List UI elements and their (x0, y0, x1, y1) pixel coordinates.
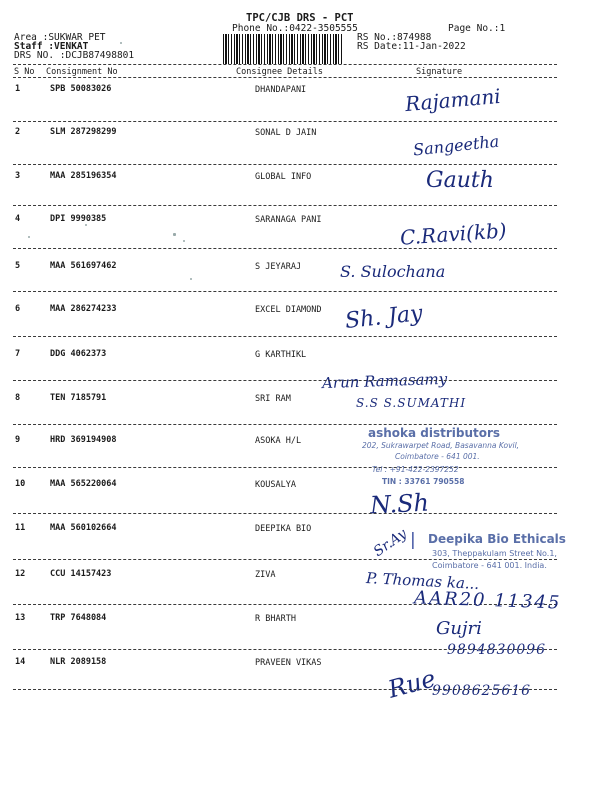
row-signature: P. Thomas ka... (365, 569, 480, 593)
row-consignee: ZIVA (255, 570, 276, 580)
row-consignee: SRI RAM (255, 394, 291, 404)
row-sno: 11 (15, 523, 26, 533)
row-consignee: S JEYARAJ (255, 262, 302, 272)
row-consignee: DEEPIKA BIO (255, 524, 312, 534)
page-number: Page No.:1 (448, 23, 506, 34)
row-divider (13, 689, 557, 690)
area-label: Area :SUKWAR PET (14, 32, 106, 43)
row-divider (13, 121, 557, 122)
row-divider (13, 649, 557, 650)
scan-speck (85, 224, 87, 226)
row-consignment: TEN 7185791 (50, 393, 107, 403)
row-consignment: SLM 287298299 (50, 127, 117, 137)
stamp-city: Coimbatore - 641 001. India. (432, 561, 547, 570)
row-signature: Rajamani (404, 83, 502, 117)
row-divider (13, 205, 557, 206)
row-divider (13, 559, 557, 560)
stamp-address: 202, Sukrawarpet Road, Basavanna Kovil, (362, 441, 520, 450)
row-consignee: KOUSALYA (255, 480, 296, 490)
row-consignee: EXCEL DIAMOND (255, 305, 322, 315)
row-signature: C.Ravi(kb) (399, 218, 508, 250)
stamp-city: Coimbatore - 641 001. (395, 452, 480, 461)
row-sno: 2 (15, 127, 21, 137)
row-consignment: HRD 369194908 (50, 435, 117, 445)
row-divider (13, 380, 557, 381)
row-sno: 6 (15, 304, 21, 314)
row-consignment: MAA 286274233 (50, 304, 117, 314)
row-sno: 7 (15, 349, 21, 359)
row-sno: 10 (15, 479, 26, 489)
scan-speck (28, 236, 30, 238)
row-consignment: MAA 561697462 (50, 261, 117, 271)
row-signature: Sangeetha (412, 131, 501, 160)
drs-number: DRS NO. :DCJB87498801 (14, 50, 135, 61)
stamp-bracket: | (410, 530, 416, 550)
col-signature: Signature (416, 67, 463, 77)
row-consignment: MAA 285196354 (50, 171, 117, 181)
row-consignment: NLR 2089158 (50, 657, 107, 667)
row-sno: 1 (15, 84, 21, 94)
row-consignment: TRP 7648084 (50, 613, 107, 623)
row-divider (13, 248, 557, 249)
row-signature: Sr.Ay (370, 525, 410, 561)
row-sno: 8 (15, 393, 21, 403)
row-signature: S.S S.SUMATHI (356, 396, 467, 410)
row-signature: Arun Ramasamy (321, 369, 448, 393)
scan-speck (120, 42, 122, 44)
row-consignee: SONAL D JAIN (255, 128, 317, 138)
row-consignee: R BHARTH (255, 614, 296, 624)
header-separator-bottom (13, 77, 557, 78)
stamp-address: 303, Theppakulam Street No.1, (432, 549, 557, 558)
row-consignee: SARANAGA PANI (255, 215, 322, 225)
row-consignee: GLOBAL INFO (255, 172, 312, 182)
row-sno: 3 (15, 171, 21, 181)
col-consignee: Consignee Details (236, 67, 323, 77)
row-consignee: ASOKA H/L (255, 436, 302, 446)
row-consignment: SPB 50083026 (50, 84, 112, 94)
scan-speck (190, 278, 192, 280)
handwritten-phone: 9908625616 (432, 683, 532, 699)
row-consignment: CCU 14157423 (50, 569, 112, 579)
stamp-tin: TIN : 33761 790558 (382, 477, 465, 486)
stamp-company-name: Deepika Bio Ethicals (428, 532, 566, 546)
row-signature-scribble: Rue (385, 664, 439, 704)
row-signature: AAR20 11345 (413, 587, 562, 614)
stamp-phone: Tel : +91-422-2397252 (372, 465, 459, 474)
row-divider (13, 424, 557, 425)
rs-date: RS Date:11-Jan-2022 (357, 41, 466, 52)
row-signature: Gauth (426, 168, 494, 193)
row-signature: N.Sh (369, 488, 430, 520)
stamp-company-name: ashoka distributors (368, 426, 501, 440)
row-consignment: DDG 4062373 (50, 349, 107, 359)
phone-number: Phone No.:0422-3505555 (232, 23, 358, 34)
row-sno: 13 (15, 613, 26, 623)
row-consignment: MAA 565220064 (50, 479, 117, 489)
handwritten-initial: Gujri (436, 618, 482, 639)
row-sno: 4 (15, 214, 21, 224)
document-title: TPC/CJB DRS - PCT (246, 12, 354, 24)
row-signature: Sh. Jay (343, 301, 424, 334)
scan-speck (173, 233, 176, 236)
staff-label: Staff :VENKAT (14, 41, 89, 52)
row-consignment: MAA 560102664 (50, 523, 117, 533)
handwritten-phone: 9894830096 (447, 642, 547, 658)
scan-speck (183, 240, 185, 242)
row-sno: 14 (15, 657, 26, 667)
row-signature: S. Sulochana (340, 262, 446, 281)
col-consignment: Consignment No (46, 67, 118, 77)
header-separator-top (13, 64, 557, 65)
barcode (223, 34, 343, 64)
row-divider (13, 336, 557, 337)
rs-number: RS No.:874988 (357, 32, 432, 43)
row-divider (13, 467, 557, 468)
col-sno: S No (14, 67, 35, 77)
row-sno: 5 (15, 261, 21, 271)
row-divider (13, 164, 557, 165)
row-divider (13, 291, 557, 292)
row-divider (13, 513, 557, 514)
row-consignment: DPI 9990385 (50, 214, 107, 224)
row-consignee: DHANDAPANI (255, 85, 307, 95)
row-consignee: PRAVEEN VIKAS (255, 658, 322, 668)
row-sno: 9 (15, 435, 21, 445)
row-consignee: G KARTHIKL (255, 350, 307, 360)
row-sno: 12 (15, 569, 26, 579)
